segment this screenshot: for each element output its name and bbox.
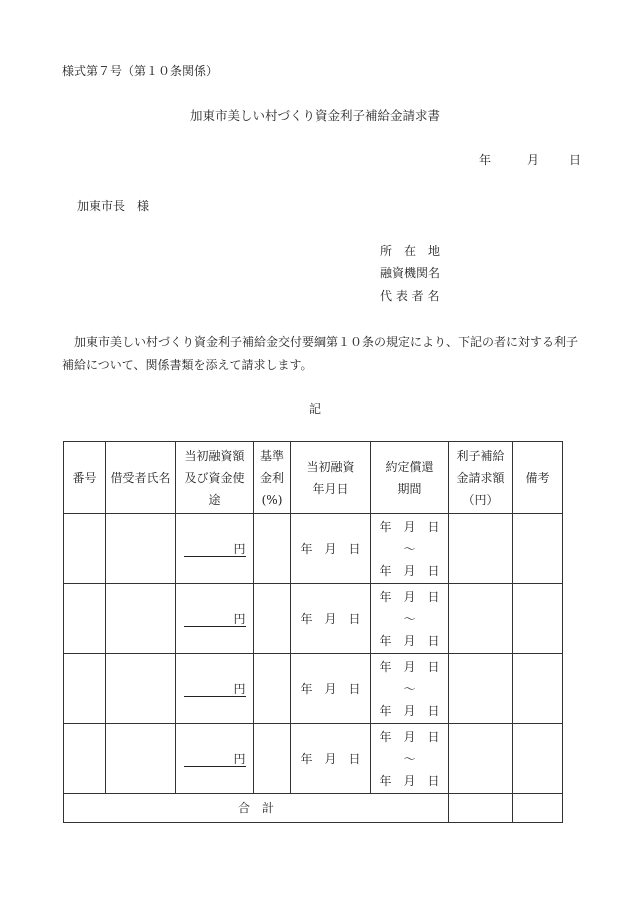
applicant-address-label: 所 在 地 xyxy=(380,244,441,258)
total-label: 合 計 xyxy=(64,794,449,823)
total-row xyxy=(64,794,563,823)
ki-label: 記 xyxy=(308,402,321,416)
cell-initial-loan xyxy=(176,584,254,654)
header-loan-date: 当初融資 年月日 xyxy=(291,442,371,514)
addressee: 加東市長 様 xyxy=(77,199,150,213)
cell-repayment-period: 年 月 日 ～ 年 月 日 xyxy=(371,724,449,794)
header-base-rate: 基準 金利 (%) xyxy=(254,442,291,514)
header-repayment-period: 約定償還 期間 xyxy=(371,442,449,514)
cell-number xyxy=(64,514,106,584)
cell-borrower-name xyxy=(106,654,176,724)
cell-loan-date: 年 月 日 xyxy=(291,584,371,654)
header-number: 番号 xyxy=(64,442,106,514)
cell-remarks xyxy=(513,584,563,654)
cell-initial-loan xyxy=(176,514,254,584)
claims-table xyxy=(63,441,563,823)
cell-repayment-period: 年 月 日 ～ 年 月 日 xyxy=(371,514,449,584)
cell-subsidy-claim xyxy=(449,514,513,584)
table-header-row xyxy=(64,442,563,514)
cell-base-rate xyxy=(254,724,291,794)
cell-loan-date: 年 月 日 xyxy=(291,654,371,724)
cell-number xyxy=(64,654,106,724)
cell-initial-loan xyxy=(176,724,254,794)
tilde: ～ xyxy=(403,541,416,556)
form-number: 様式第７号（第１０条関係） xyxy=(62,64,219,78)
cell-borrower-name xyxy=(106,724,176,794)
cell-repayment-period: 年 月 日 ～ 年 月 日 xyxy=(371,654,449,724)
cell-borrower-name xyxy=(106,514,176,584)
date-year: 年 xyxy=(478,153,491,167)
document-title: 加東市美しい村づくり資金利子補給金請求書 xyxy=(189,108,440,123)
table-row xyxy=(64,724,563,794)
cell-subsidy-claim xyxy=(449,584,513,654)
header-subsidy-claim: 利子補給 金請求額 （円） xyxy=(449,442,513,514)
applicant-institution-label: 融資機関名 xyxy=(380,266,441,280)
yen-unit: 円 xyxy=(184,542,246,557)
cell-repayment-period: 年 月 日 ～ 年 月 日 xyxy=(371,584,449,654)
total-remarks-cell xyxy=(513,794,563,823)
header-initial-loan: 当初融資額 及び資金使 途 xyxy=(176,442,254,514)
cell-number xyxy=(64,724,106,794)
cell-remarks xyxy=(513,724,563,794)
date-day: 日 xyxy=(568,153,581,167)
cell-base-rate xyxy=(254,584,291,654)
cell-subsidy-claim xyxy=(449,724,513,794)
date-line xyxy=(479,152,581,168)
applicant-representative-label: 代 表 者 名 xyxy=(380,289,440,303)
table-row xyxy=(64,514,563,584)
cell-remarks xyxy=(513,514,563,584)
cell-loan-date: 年 月 日 xyxy=(291,514,371,584)
yen-unit: 円 xyxy=(184,752,246,767)
table-row xyxy=(64,584,563,654)
header-borrower-name: 借受者氏名 xyxy=(106,442,176,514)
header-remarks: 備考 xyxy=(513,442,563,514)
cell-loan-date: 年 月 日 xyxy=(291,724,371,794)
date-month: 月 xyxy=(526,153,539,167)
tilde: ～ xyxy=(403,751,416,766)
table-row xyxy=(64,654,563,724)
total-subsidy-cell xyxy=(449,794,513,823)
yen-unit: 円 xyxy=(184,682,246,697)
cell-number xyxy=(64,584,106,654)
tilde: ～ xyxy=(403,681,416,696)
cell-initial-loan xyxy=(176,654,254,724)
tilde: ～ xyxy=(403,611,416,626)
cell-base-rate xyxy=(254,514,291,584)
cell-remarks xyxy=(513,654,563,724)
cell-base-rate xyxy=(254,654,291,724)
cell-subsidy-claim xyxy=(449,654,513,724)
body-text: 加東市美しい村づくり資金利子補給金交付要綱第１０条の規定により、下記の者に対する利子補給について、関係書類を添えて請求します。 xyxy=(62,335,579,372)
cell-borrower-name xyxy=(106,584,176,654)
yen-unit: 円 xyxy=(184,612,246,627)
